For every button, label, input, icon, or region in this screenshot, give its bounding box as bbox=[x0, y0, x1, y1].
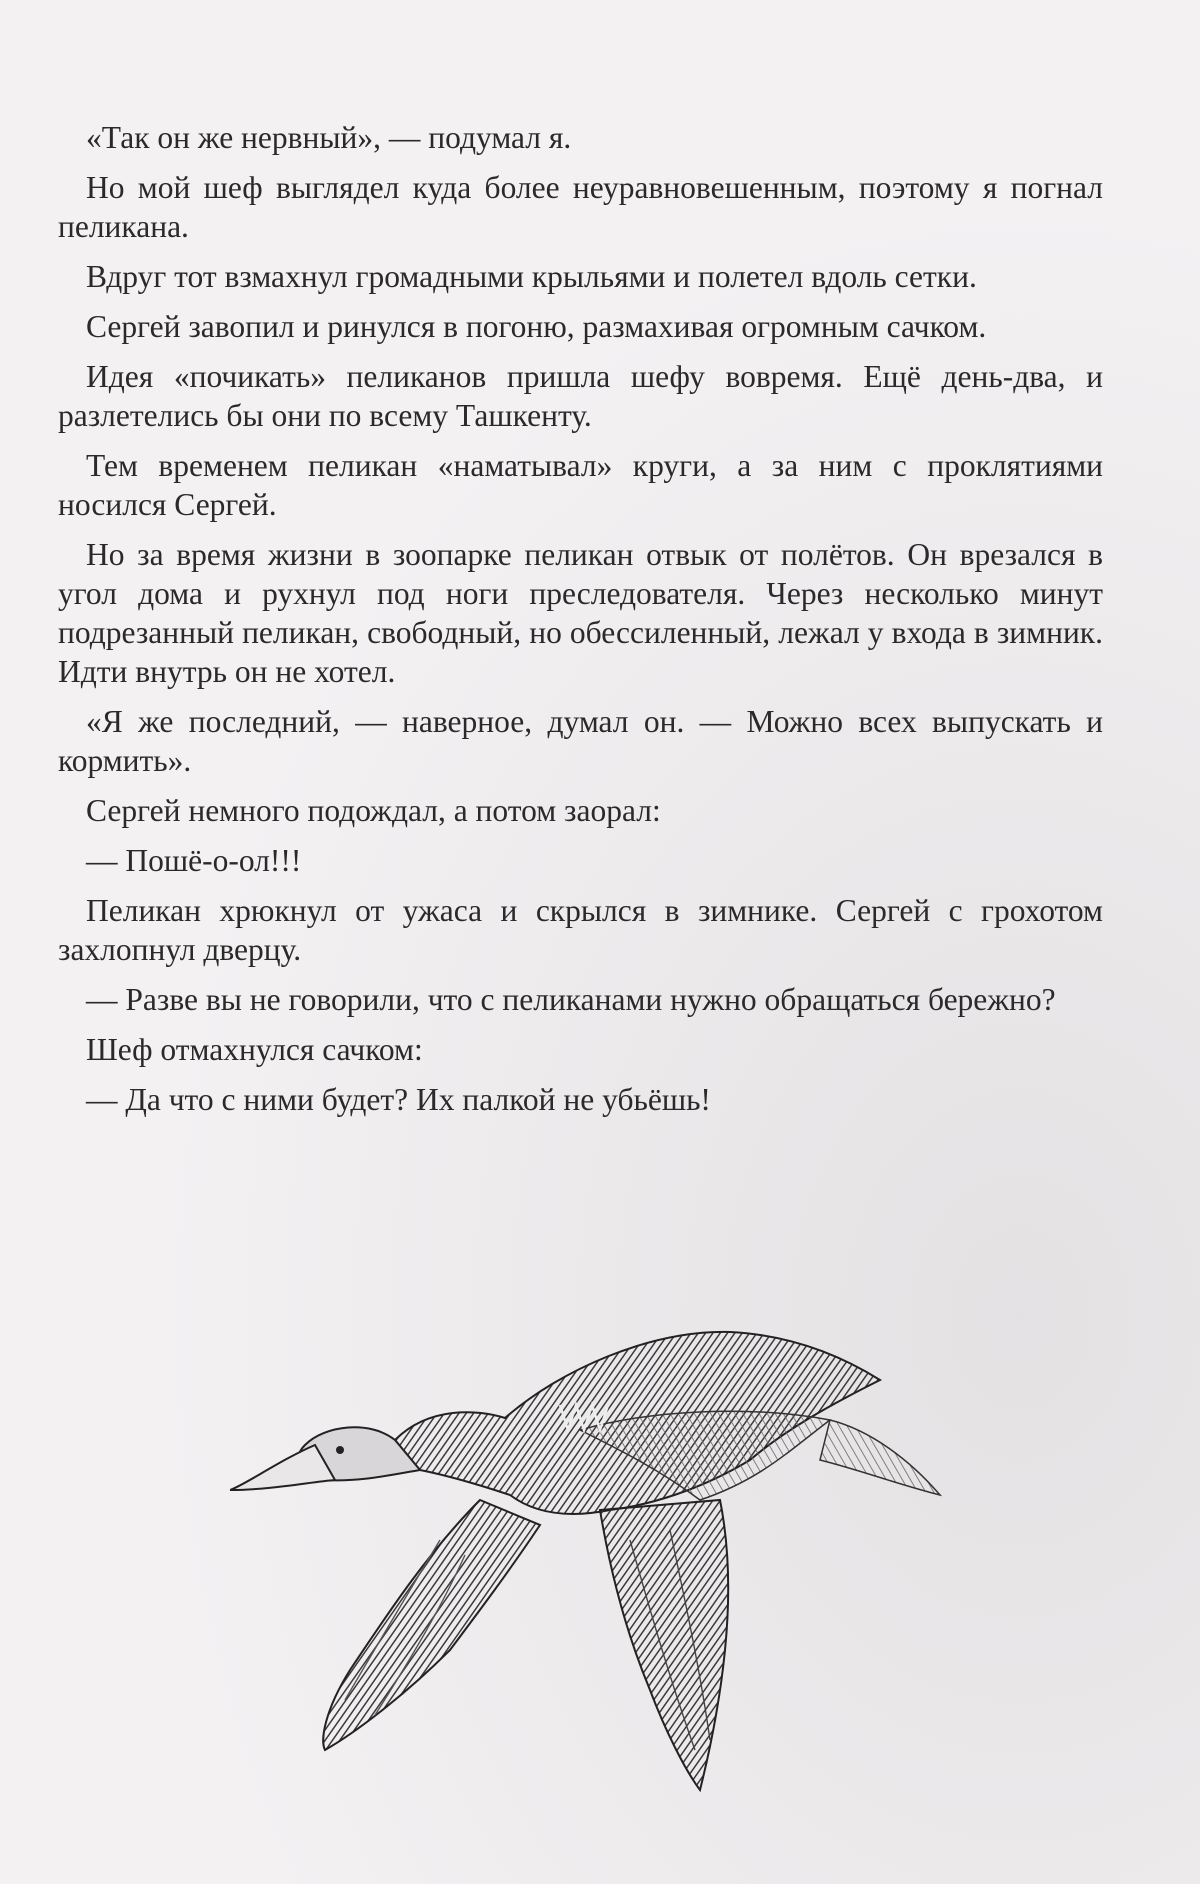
paragraph: Тем временем пеликан «наматывал» круги, а за ним с проклятиями носился Сергей. bbox=[58, 448, 1103, 522]
paragraph: Но мой шеф выглядел куда более неуравновешенным, поэтому я погнал пеликана. bbox=[58, 170, 1103, 244]
paragraph: Пеликан хрюкнул от ужаса и скрылся в зимнике. Сергей с грохотом захлопнул дверцу. bbox=[58, 893, 1103, 967]
paragraph: Но за время жизни в зоопарке пеликан отвык от полётов. Он врезался в угол дома и рухнул под ноги преследователя. Через несколько минут подрезанный пеликан, свободный, но обессиленный, лежал у входа в зимник. Идти внутрь он не хотел. bbox=[58, 537, 1103, 689]
dialogue-line: — Да что с ними будет? Их палкой не убьёшь! bbox=[86, 1082, 711, 1117]
page-text bbox=[58, 118, 1103, 1119]
paragraph: «Так он же нервный», — подумал я. bbox=[86, 120, 572, 155]
paragraph: Сергей завопил и ринулся в погоню, размахивая огромным сачком. bbox=[86, 309, 987, 344]
dialogue-line: — Пошё-о-ол!!! bbox=[86, 843, 302, 878]
dialogue-line: — Разве вы не говорили, что с пеликанами нужно обращаться бережно? bbox=[86, 982, 1056, 1017]
paragraph: Сергей немного подождал, а потом заорал: bbox=[86, 793, 661, 828]
flying-bird-sketch-icon bbox=[230, 1310, 950, 1810]
paragraph: Вдруг тот взмахнул громадными крыльями и полетел вдоль сетки. bbox=[86, 259, 977, 294]
paragraph: «Я же последний, — наверное, думал он. — Можно всех выпускать и кормить». bbox=[58, 704, 1103, 778]
paragraph: Шеф отмахнулся сачком: bbox=[86, 1032, 423, 1067]
paragraph: Идея «почикать» пеликанов пришла шефу вовремя. Ещё день-два, и разлетелись бы они по всему Ташкенту. bbox=[58, 359, 1103, 433]
